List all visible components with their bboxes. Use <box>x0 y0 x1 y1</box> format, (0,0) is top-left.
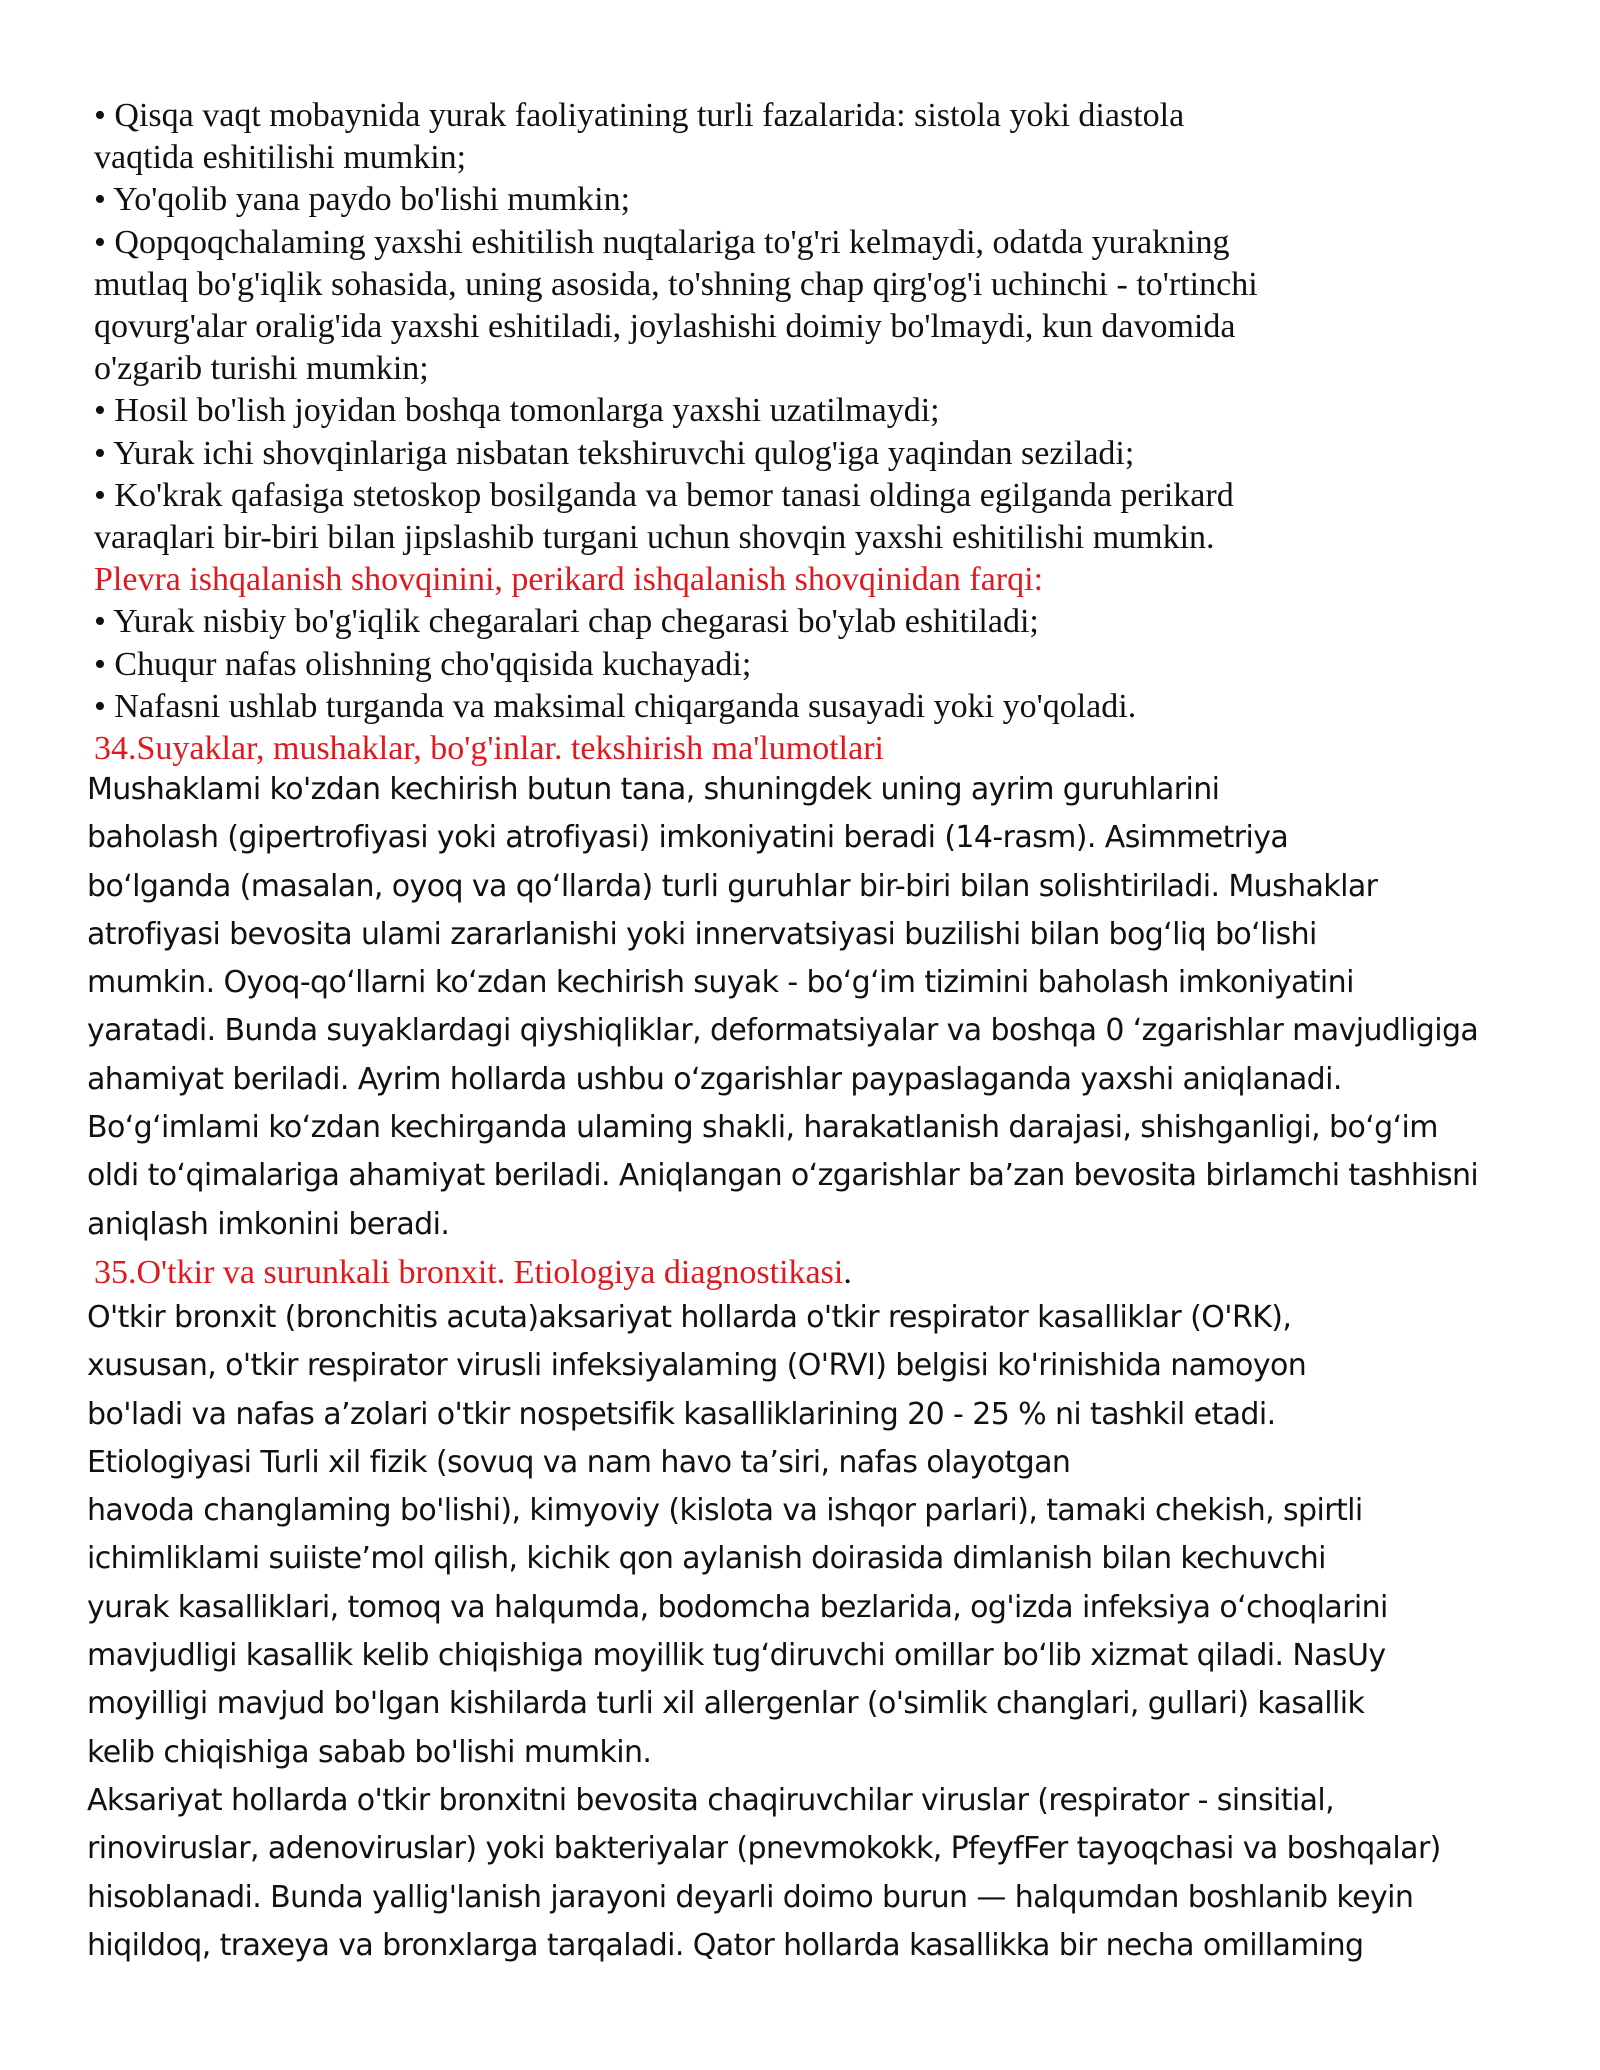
list-item: • Yurak ichi shovqinlariga nisbatan tekshiruvchi qulog'iga yaqindan seziladi; <box>94 434 1135 472</box>
section-35-heading-text: 35.O'tkir va surunkali bronxit. Etiologiya diagnostikasi <box>94 1254 844 1291</box>
section-35-heading <box>94 1252 1394 1294</box>
list-item: o'zgarib turishi mumkin; <box>94 350 429 388</box>
paragraph-line: bo‘lganda (masalan, oyoq va qo‘llarda) turli guruhlar bir-biri bilan solishtiriladi. Mushaklar <box>87 868 1378 904</box>
paragraph-line: kelib chiqishiga sabab bo'lishi mumkin. <box>87 1734 652 1770</box>
list-item: varaqlari bir-biri bilan jipslashib turgani uchun shovqin yaxshi eshitilishi mumkin. <box>94 519 1215 557</box>
paragraph-line: oldi to‘qimalariga ahamiyat beriladi. Aniqlangan o‘zgarishlar ba’zan bevosita birlamchi tashhisni <box>87 1158 1479 1194</box>
section-34-heading: 34.Suyaklar, mushaklar, bo'g'inlar. tekshirish ma'lumotlari <box>94 730 884 768</box>
pleura-heading: Plevra ishqalanish shovqinini, perikard ishqalanish shovqinidan farqi: <box>94 561 1044 599</box>
paragraph-line: O'tkir bronxit (bronchitis acuta)aksariyat hollarda o'tkir respirator kasalliklar (O'RK), <box>87 1300 1292 1335</box>
paragraph-line: bo'ladi va nafas a’zolari o'tkir nospetsifik kasalliklarining 20 - 25 % ni tashkil etadi. <box>87 1396 1276 1432</box>
serif-section <box>94 95 1394 770</box>
paragraph-line: Bo‘g‘imlami ko‘zdan kechirganda ulaming shakli, harakatlanish darajasi, shishganligi, bo‘g‘im <box>87 1110 1438 1146</box>
paragraph-line: Aksariyat hollarda o'tkir bronxitni bevosita chaqiruvchilar viruslar (respirator - sinsitial, <box>87 1782 1335 1818</box>
list-item: • Hosil bo'lish joyidan boshqa tomonlarga yaxshi uzatilmaydi; <box>94 392 940 430</box>
paragraph-line: mavjudligi kasallik kelib chiqishiga moyillik tug‘diruvchi omillar bo‘lib xizmat qiladi. NasUy <box>87 1638 1386 1674</box>
paragraph-line: ichimliklami suiiste’mol qilish, kichik qon aylanish doirasida dimlanish bilan kechuvchi <box>87 1541 1326 1577</box>
paragraph-line: mumkin. Oyoq-qo‘llarni ko‘zdan kechirish suyak - bo‘g‘im tizimini baholash imkoniyatini <box>87 965 1354 1001</box>
paragraph-line: rinoviruslar, adenoviruslar) yoki bakteriyalar (pnevmokokk, PfeyfFer tayoqchasi va boshqalar) <box>87 1831 1441 1867</box>
paragraph-line: baholash (gipertrofiyasi yoki atrofiyasi) imkoniyatini beradi (14-rasm). Asimmetriya <box>87 820 1289 856</box>
paragraph-line: hiqildoq, traxeya va bronxlarga tarqaladi. Qator hollarda kasallikka bir necha omillaming <box>87 1927 1364 1963</box>
list-item: • Qisqa vaqt mobaynida yurak faoliyatining turli fazalarida: sistola yoki diastola <box>94 97 1185 134</box>
list-item: qovurg'alar oralig'ida yaxshi eshitiladi, joylashishi doimiy bo'lmaydi, kun davomida <box>94 308 1236 346</box>
section-35-paragraph <box>87 1294 1507 1970</box>
section-35-heading-period: . <box>843 1254 852 1291</box>
paragraph-line: Etiologiyasi Turli xil fizik (sovuq va nam havo ta’siri, nafas olayotgan <box>87 1444 1071 1480</box>
paragraph-line: atrofiyasi bevosita ulami zararlanishi yoki innervatsiyasi buzilishi bilan bog‘liq bo‘lishi <box>87 916 1317 952</box>
list-item: • Qopqoqchalaming yaxshi eshitilish nuqtalariga to'g'ri kelmaydi, odatda yurakning <box>94 223 1230 261</box>
list-item: • Yurak nisbiy bo'g'iqlik chegaralari chap chegarasi bo'ylab eshitiladi; <box>94 603 1039 641</box>
list-item: mutlaq bo'g'iqlik sohasida, uning asosida, to'shning chap qirg'og'i uchinchi - to'rtinchi <box>94 265 1258 303</box>
paragraph-line: aniqlash imkonini beradi. <box>87 1206 450 1242</box>
section-34-paragraph <box>87 766 1507 1249</box>
list-item: • Ko'krak qafasiga stetoskop bosilganda va bemor tanasi oldinga egilganda perikard <box>94 476 1234 514</box>
list-item: • Yo'qolib yana paydo bo'lishi mumkin; <box>94 181 631 219</box>
paragraph-line: havoda changlaming bo'lishi), kimyoviy (kislota va ishqor parlari), tamaki chekish, spirtli <box>87 1493 1363 1529</box>
paragraph-line: ahamiyat beriladi. Ayrim hollarda ushbu o‘zgarishlar paypaslaganda yaxshi aniqlanadi. <box>87 1061 1342 1097</box>
section-35-heading-block <box>94 1252 1394 1294</box>
list-item: • Nafasni ushlab turganda va maksimal chiqarganda susayadi yoki yo'qoladi. <box>94 687 1137 725</box>
paragraph-line: moyilligi mavjud bo'lgan kishilarda turli xil allergenlar (o'simlik changlari, gullari) kasallik <box>87 1686 1365 1722</box>
paragraph-line: yurak kasalliklari, tomoq va halqumda, bodomcha bezlarida, og'izda infeksiya o‘choqlarini <box>87 1589 1388 1625</box>
list-item: vaqtida eshitilishi mumkin; <box>94 139 467 177</box>
paragraph-line: hisoblanadi. Bunda yallig'lanish jarayoni deyarli doimo burun — halqumdan boshlanib keyin <box>87 1879 1414 1915</box>
paragraph-line: xususan, o'tkir respirator virusli infeksiyalaming (O'RVI) belgisi ko'rinishida namoyon <box>87 1348 1307 1384</box>
paragraph-line: yaratadi. Bunda suyaklardagi qiyshiqliklar, deformatsiyalar va boshqa 0 ‘zgarishlar mavjudligiga <box>87 1013 1479 1049</box>
list-item: • Chuqur nafas olishning cho'qqisida kuchayadi; <box>94 645 752 683</box>
paragraph-line: Mushaklami ko'zdan kechirish butun tana, shuningdek uning ayrim guruhlarini <box>87 772 1220 807</box>
